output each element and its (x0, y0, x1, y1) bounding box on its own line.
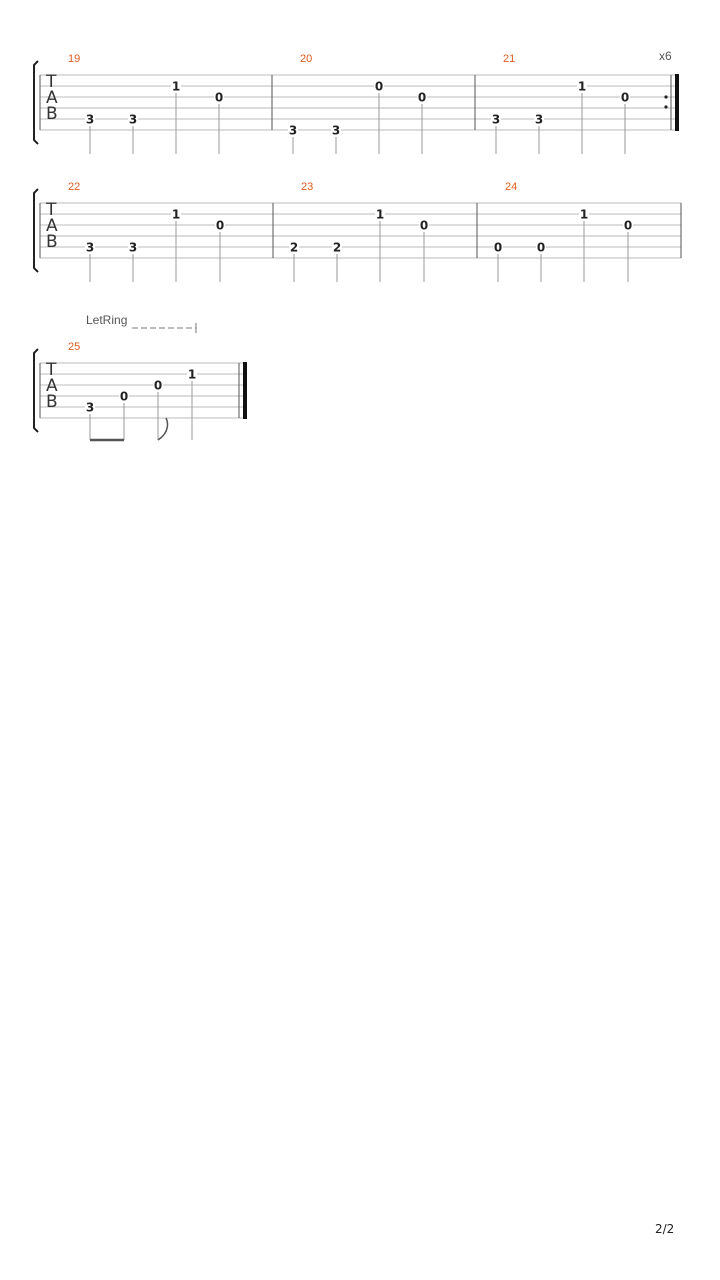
fret-number: 3 (128, 240, 138, 255)
measure-number: 24 (505, 181, 518, 193)
fret-number: 3 (85, 400, 95, 415)
fret-number: 2 (289, 240, 299, 255)
tab-clef-letter: T (46, 360, 57, 380)
tab-clef-letter: B (46, 232, 58, 252)
final-barline (243, 362, 247, 419)
fret-number: 0 (623, 218, 633, 233)
measure-number: 19 (68, 53, 81, 65)
fret-number: 3 (491, 112, 501, 127)
fret-number: 2 (332, 240, 342, 255)
fret-number: 3 (85, 112, 95, 127)
fret-number: 0 (417, 90, 427, 105)
tab-clef-letter: T (46, 200, 57, 220)
fret-number: 3 (85, 240, 95, 255)
note-flag (158, 418, 168, 440)
fret-number: 3 (534, 112, 544, 127)
fret-number: 0 (215, 218, 225, 233)
fret-number: 0 (536, 240, 546, 255)
fret-number: 0 (493, 240, 503, 255)
system-bracket (34, 61, 38, 144)
repeat-count: x6 (659, 49, 672, 63)
fret-number: 0 (214, 90, 224, 105)
fret-number: 0 (620, 90, 630, 105)
tab-clef-letter: A (46, 216, 58, 236)
fret-number: 1 (579, 207, 589, 222)
measure-number: 25 (68, 341, 81, 353)
fret-number: 3 (331, 123, 341, 138)
fret-number: 1 (577, 79, 587, 94)
fret-number: 3 (288, 123, 298, 138)
system-bracket (34, 349, 38, 432)
fret-number: 0 (374, 79, 384, 94)
fret-number: 0 (119, 389, 129, 404)
page-number: 2/2 (655, 1222, 675, 1236)
tab-clef-letter: A (46, 88, 58, 108)
repeat-dot (664, 95, 667, 98)
tab-clef-letter: A (46, 376, 58, 396)
measure-number: 21 (503, 53, 516, 65)
fret-number: 1 (187, 367, 197, 382)
tab-clef-letter: B (46, 104, 58, 124)
repeat-dot (664, 105, 667, 108)
measure-number: 22 (68, 181, 81, 193)
fret-number: 1 (375, 207, 385, 222)
final-barline (675, 74, 679, 131)
measure-number: 20 (300, 53, 313, 65)
fret-number: 3 (128, 112, 138, 127)
fret-number: 0 (153, 378, 163, 393)
fret-number: 1 (171, 207, 181, 222)
fret-number: 0 (419, 218, 429, 233)
system-bracket (34, 189, 38, 272)
fret-number: 1 (171, 79, 181, 94)
tab-clef-letter: B (46, 392, 58, 412)
measure-number: 23 (301, 181, 314, 193)
let-ring-label: LetRing (86, 313, 128, 327)
tab-clef-letter: T (46, 72, 57, 92)
